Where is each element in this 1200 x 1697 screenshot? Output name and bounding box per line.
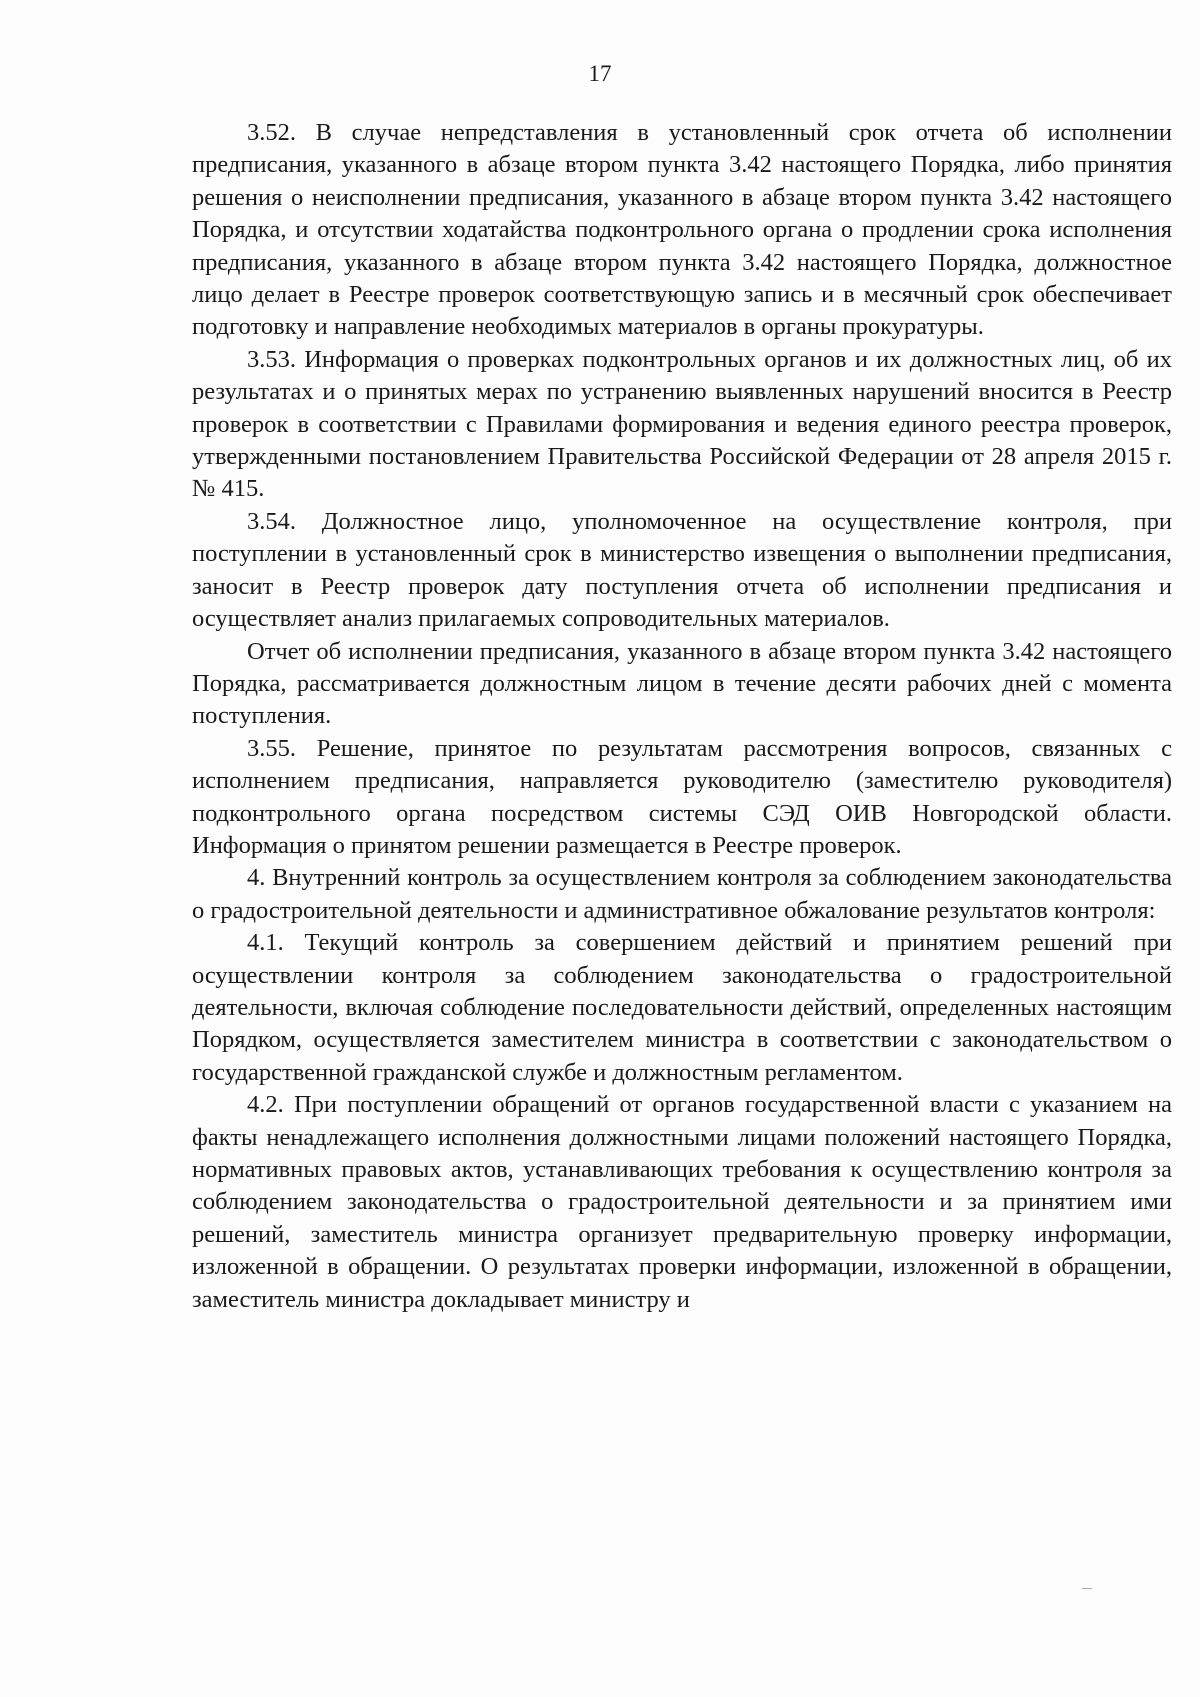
scan-artifact [1082,1588,1092,1589]
section-4-heading: 4. Внутренний контроль за осуществлением контроля за соблюдением законодательства о градостроительной деятельности и административное обжалование результатов контроля: [192,864,1172,924]
paragraph-4-2: 4.2. При поступлении обращений от органов государственной власти с указанием на факты ненадлежащего исполнения должностными лицами положений настоящего Порядка, нормативных правовых актов, устанавливающих требования к осуществлению контроля за соблюдением законодательства о градостроительной деятельности и за принятием ими решений, заместитель министра организует предварительную проверку информации, изложенной в обращении. О результатах проверки информации, изложенной в обращении, заместитель министра докладывает министру и [192,1091,1172,1313]
document-body [192,117,1172,1316]
paragraph-3-52: 3.52. В случае непредставления в установленный срок отчета об исполнении предписания, указанного в абзаце втором пункта 3.42 настоящего Порядка, либо принятия решения о неисполнении предписания, указанного в абзаце втором пункта 3.42 настоящего Порядка, и отсутствии ходатайства подконтрольного органа о продлении срока исполнения предписания, указанного в абзаце втором пункта 3.42 настоящего Порядка, должностное лицо делает в Реестре проверок соответствующую запись и в месячный срок обеспечивает подготовку и направление необходимых материалов в органы прокуратуры. [192,119,1172,341]
paragraph-3-54: 3.54. Должностное лицо, уполномоченное на осуществление контроля, при поступлении в установленный срок в министерство извещения о выполнении предписания, заносит в Реестр проверок дату поступления отчета об исполнении предписания и осуществляет анализ прилагаемых сопроводительных материалов. [192,507,1172,633]
paragraph-4-1: 4.1. Текущий контроль за совершением действий и принятием решений при осуществлении контроля за соблюдением законодательства о градостроительной деятельности, включая соблюдение последовательности действий, определенных настоящим Порядком, осуществляется заместителем министра в соответствии с законодательством о государственной гражданской службе и должностным регламентом. [192,929,1172,1086]
paragraph-3-53: 3.53. Информация о проверках подконтрольных органов и их должностных лиц, об их результатах и о принятых мерах по устранению выявленных нарушений вносится в Реестр проверок в соответствии с Правилами формирования и ведения единого реестра проверок, утвержденными постановлением Правительства Российской Федерации от 28 апреля 2015 г. № 415. [192,345,1172,503]
page-number: 17 [588,61,612,86]
paragraph-3-54-report: Отчет об исполнении предписания, указанного в абзаце втором пункта 3.42 настоящего Порядка, рассматривается должностным лицом в течение десяти рабочих дней с момента поступления. [192,637,1172,730]
paragraph-3-55: 3.55. Решение, принятое по результатам рассмотрения вопросов, связанных с исполнением предписания, направляется руководителю (заместителю руководителя) подконтрольного органа посредством системы СЭД ОИВ Новгородской области. Информация о принятом решении размещается в Реестре проверок. [192,734,1172,859]
